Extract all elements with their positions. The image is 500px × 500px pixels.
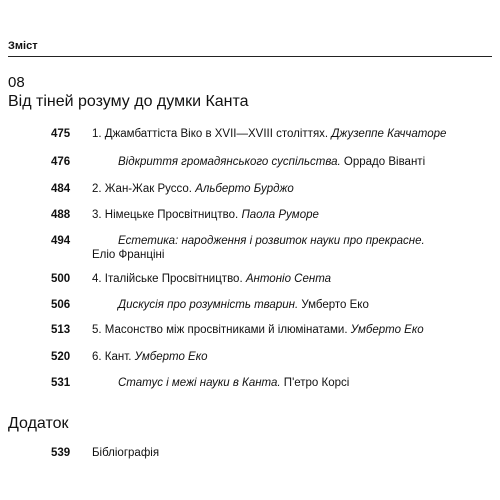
entry-author: Антоніо Сента [245,273,332,285]
entry-text [118,376,488,390]
entry-text [92,127,492,141]
entry-title: Бібліографія [92,447,160,459]
entry-author: Паола Руморе [241,209,319,221]
entry-prefix: 6. [92,351,105,363]
entry-prefix: 3. [92,209,105,221]
entry-prefix: 1. [92,128,105,140]
page-number: 531 [51,377,71,389]
entry-author: Альберто Бурджо [195,183,294,195]
page-number: 476 [51,156,71,168]
page-number: 513 [51,324,71,336]
entry-author: П'етро Корсі [283,377,350,389]
entry-author: Оррадо Віванті [343,156,426,168]
entry-title: Італійське Просвітництво. [104,273,243,285]
page-header [8,38,492,57]
entry-title: Кант. [104,351,132,363]
entry-text [92,208,492,222]
entry-author: Джузеппе Каччаторе [331,128,447,140]
page-number: 475 [51,128,71,140]
page-number: 484 [51,183,71,195]
entry-text [118,155,488,169]
entry-author: Еліо Франціні [92,249,165,261]
entry-title: Естетика: народження і розвиток науки про прекрасне. [118,235,425,247]
entry-prefix: 4. [92,273,105,285]
entry-title: Німецьке Просвітництво. [104,209,239,221]
entry-text [118,234,488,248]
entry-title: Дискусія про розумність тварин. [118,299,299,311]
page-number: 539 [51,447,71,459]
page-number: 520 [51,351,71,363]
entry-text [92,350,492,364]
entry-title: Статус і межі науки в Канта. [118,377,281,389]
entry-text [118,298,488,312]
entry-title: Жан-Жак Руссо. [104,183,193,195]
section-number: 08 [8,74,25,91]
entry-author: Умберто Еко [301,299,369,311]
entry-title: Джамбаттіста Віко в XVII—XVIII століттях. [104,128,329,140]
page-number: 488 [51,209,71,221]
entry-author: Умберто Еко [350,324,424,336]
entry-prefix: 2. [92,183,105,195]
entry-text [92,323,492,337]
entry-text [92,182,492,196]
entry-text [92,272,492,286]
entry-author: Умберто Еко [134,351,208,363]
page-number: 500 [51,273,71,285]
section-title: Від тіней розуму до думки Канта [8,93,249,110]
page-number: 506 [51,299,71,311]
entry-prefix: 5. [92,324,105,336]
page-number: 494 [51,235,71,247]
entry-title: Масонство між просвітниками й ілюмінатами. [104,324,348,336]
header-title: Зміст [8,40,38,52]
entry-title: Відкриття громадянського суспільства. [118,156,341,168]
appendix-title: Додаток [8,415,69,432]
